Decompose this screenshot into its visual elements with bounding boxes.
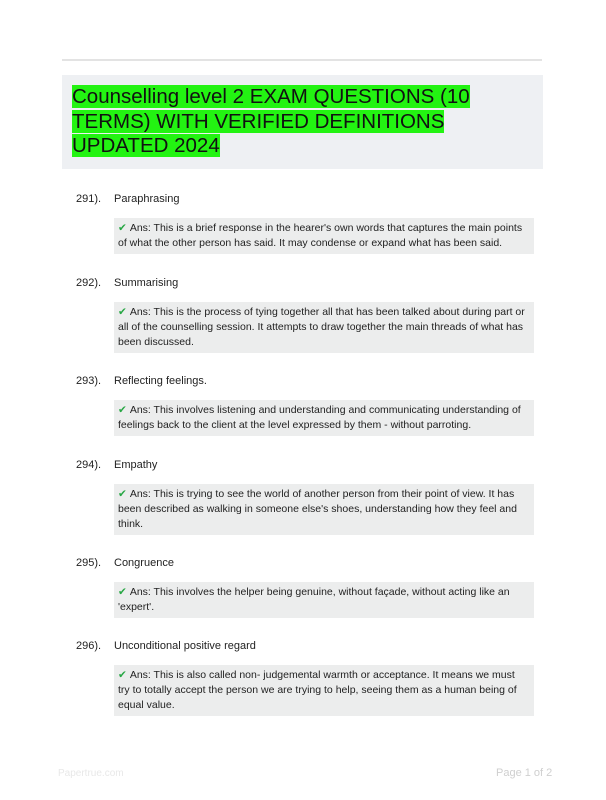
answer-text: Ans: This is the process of tying together all that has been talked about during part or all of the counselling session. It attempts to draw together the main threads of what has been discussed. [118, 306, 525, 348]
item-term: Paraphrasing [114, 193, 180, 205]
answer-text: Ans: This involves the helper being genuine, without façade, without acting like an 'expert'. [118, 586, 510, 613]
answer-box [114, 218, 534, 254]
check-icon: ✔ [118, 586, 127, 598]
item-term: Summarising [114, 277, 179, 289]
answer-box [114, 400, 534, 436]
item-number: 293). [76, 375, 102, 387]
check-icon: ✔ [118, 306, 127, 318]
answer-box [114, 582, 534, 618]
answer-text: Ans: This is trying to see the world of another person from their point of view. It has been described as walking in someone else's shoes, understanding how they feel and think. [118, 488, 517, 530]
item-term: Reflecting feelings. [114, 375, 207, 387]
item-number: 295). [76, 557, 102, 569]
check-icon: ✔ [118, 669, 127, 681]
top-divider [62, 59, 542, 61]
item-term: Empathy [114, 459, 158, 471]
check-icon: ✔ [118, 222, 127, 234]
document-title: Counselling level 2 EXAM QUESTIONS (10 TERMS) WITH VERIFIED DEFINITIONS UPDATED 2024 [72, 85, 470, 157]
item-number: 292). [76, 277, 102, 289]
item-term: Unconditional positive regard [114, 640, 256, 652]
item-number: 294). [76, 459, 102, 471]
answer-box [114, 302, 534, 353]
check-icon: ✔ [118, 488, 127, 500]
answer-box [114, 484, 534, 535]
check-icon: ✔ [118, 404, 127, 416]
answer-text: Ans: This is a brief response in the hearer's own words that captures the main points of what the other person has said. It may condense or expand what has been said. [118, 222, 523, 249]
item-term: Congruence [114, 557, 174, 569]
page-number: Page 1 of 2 [496, 767, 553, 779]
answer-text: Ans: This is also called non- judgemental warmth or acceptance. It means we must try to totally accept the person we are trying to help, seeing them as a human being of equal value. [118, 669, 517, 711]
answer-text: Ans: This involves listening and understanding and communicating understanding of feelings back to the client at the level expressed by them - without parroting. [118, 404, 521, 431]
answer-box [114, 665, 534, 716]
footer-watermark: Papertrue.com [58, 768, 124, 779]
item-number: 296). [76, 640, 102, 652]
item-number: 291). [76, 193, 102, 205]
